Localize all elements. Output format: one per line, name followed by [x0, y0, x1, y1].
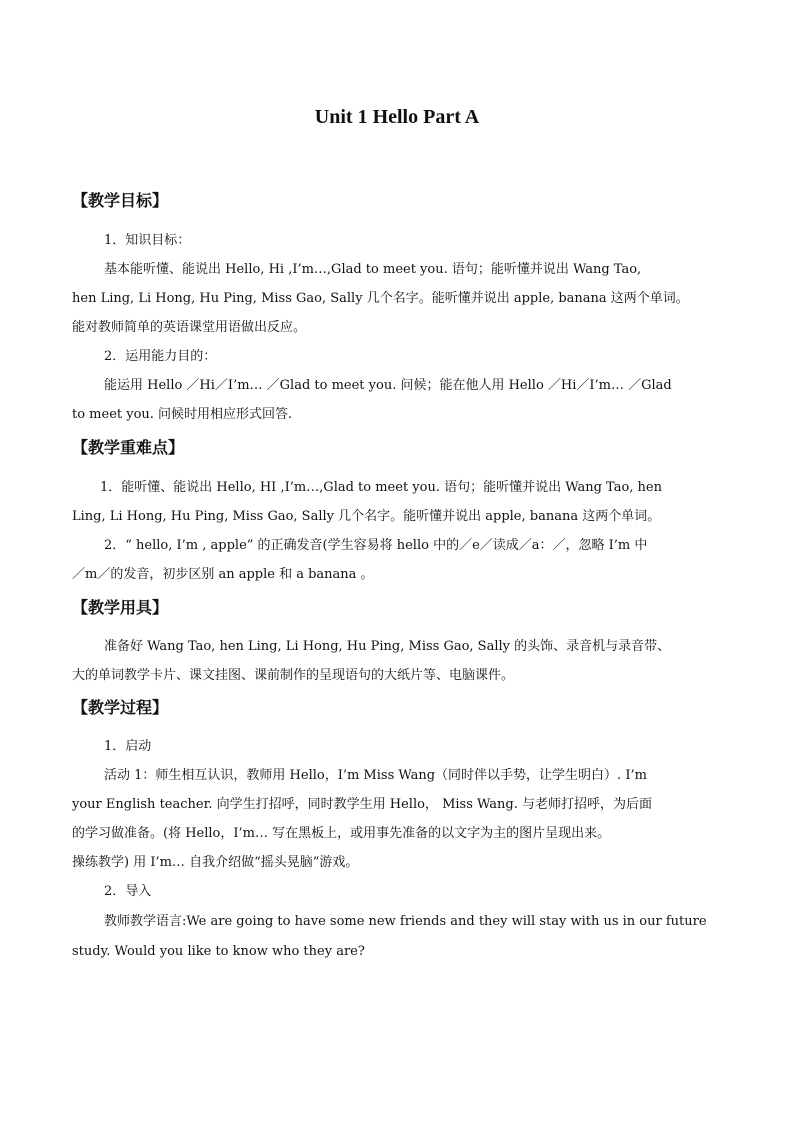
process-line: 1．启动: [104, 739, 152, 754]
process-line: your English teacher. 向学生打招呼，同时教学生用 Hello， Miss Wang. 与老师打招呼，为后面: [72, 797, 652, 812]
document-title: Unit 1 Hello Part A: [314, 106, 480, 128]
goals-line: 能运用 Hello ／Hi／I’m… ／Glad to meet you. 问候；能在他人用 Hello ／Hi／I’m… ／Glad: [104, 378, 672, 393]
key-points-line: 2．“ hello, I’m , apple” 的正确发音(学生容易将 hello 中的／e／读成／a：／，忽略 I’m 中: [104, 538, 648, 553]
process-line: 教师教学语言:We are going to have some new friends and they will stay with us in our future: [104, 914, 707, 929]
section-heading-goals: 【教学目标】: [72, 191, 169, 210]
goals-line: 1．知识目标：: [104, 233, 191, 248]
tools-line: 准备好 Wang Tao, hen Ling, Li Hong, Hu Ping, Miss Gao, Sally 的头饰、录音机与录音带、: [104, 639, 671, 654]
goals-line: 2．运用能力目的：: [104, 349, 217, 364]
process-line: 的学习做准备。(将 Hello，I’m… 写在黑板上，或用事先准备的以文字为主的图片呈现出来。: [72, 826, 611, 841]
section-heading-tools: 【教学用具】: [72, 598, 169, 617]
tools-line: 大的单词教学卡片、课文挂图、课前制作的呈现语句的大纸片等、电脑课件。: [72, 668, 515, 683]
process-line: 活动 1：师生相互认识，教师用 Hello，I’m Miss Wang（同时伴以手势，让学生明白）. I’m: [104, 768, 647, 783]
key-points-line: 1．能听懂、能说出 Hello, HI ,I’m…,Glad to meet you. 语句；能听懂并说出 Wang Tao, hen: [100, 480, 662, 495]
key-points-line: Ling, Li Hong, Hu Ping, Miss Gao, Sally 几个名字。能听懂并说出 apple, banana 这两个单词。: [72, 509, 661, 524]
process-line: study. Would you like to know who they are?: [72, 944, 365, 959]
section-heading-process: 【教学过程】: [72, 698, 169, 717]
goals-line: 能对教师简单的英语课堂用语做出反应。: [72, 320, 307, 335]
goals-line: to meet you. 问候时用相应形式回答.: [72, 407, 293, 422]
section-heading-key-points: 【教学重难点】: [72, 438, 185, 457]
process-line: 2．导入: [104, 884, 152, 899]
key-points-line: ／m／的发音，初步区别 an apple 和 a banana 。: [72, 567, 374, 582]
process-line: 操练教学) 用 I’m… 自我介绍做“摇头晃脑”游戏。: [72, 855, 359, 870]
goals-line: hen Ling, Li Hong, Hu Ping, Miss Gao, Sally 几个名字。能听懂并说出 apple, banana 这两个单词。: [72, 291, 689, 306]
goals-line: 基本能听懂、能说出 Hello, Hi ,I’m…,Glad to meet you. 语句；能听懂并说出 Wang Tao,: [104, 262, 642, 277]
